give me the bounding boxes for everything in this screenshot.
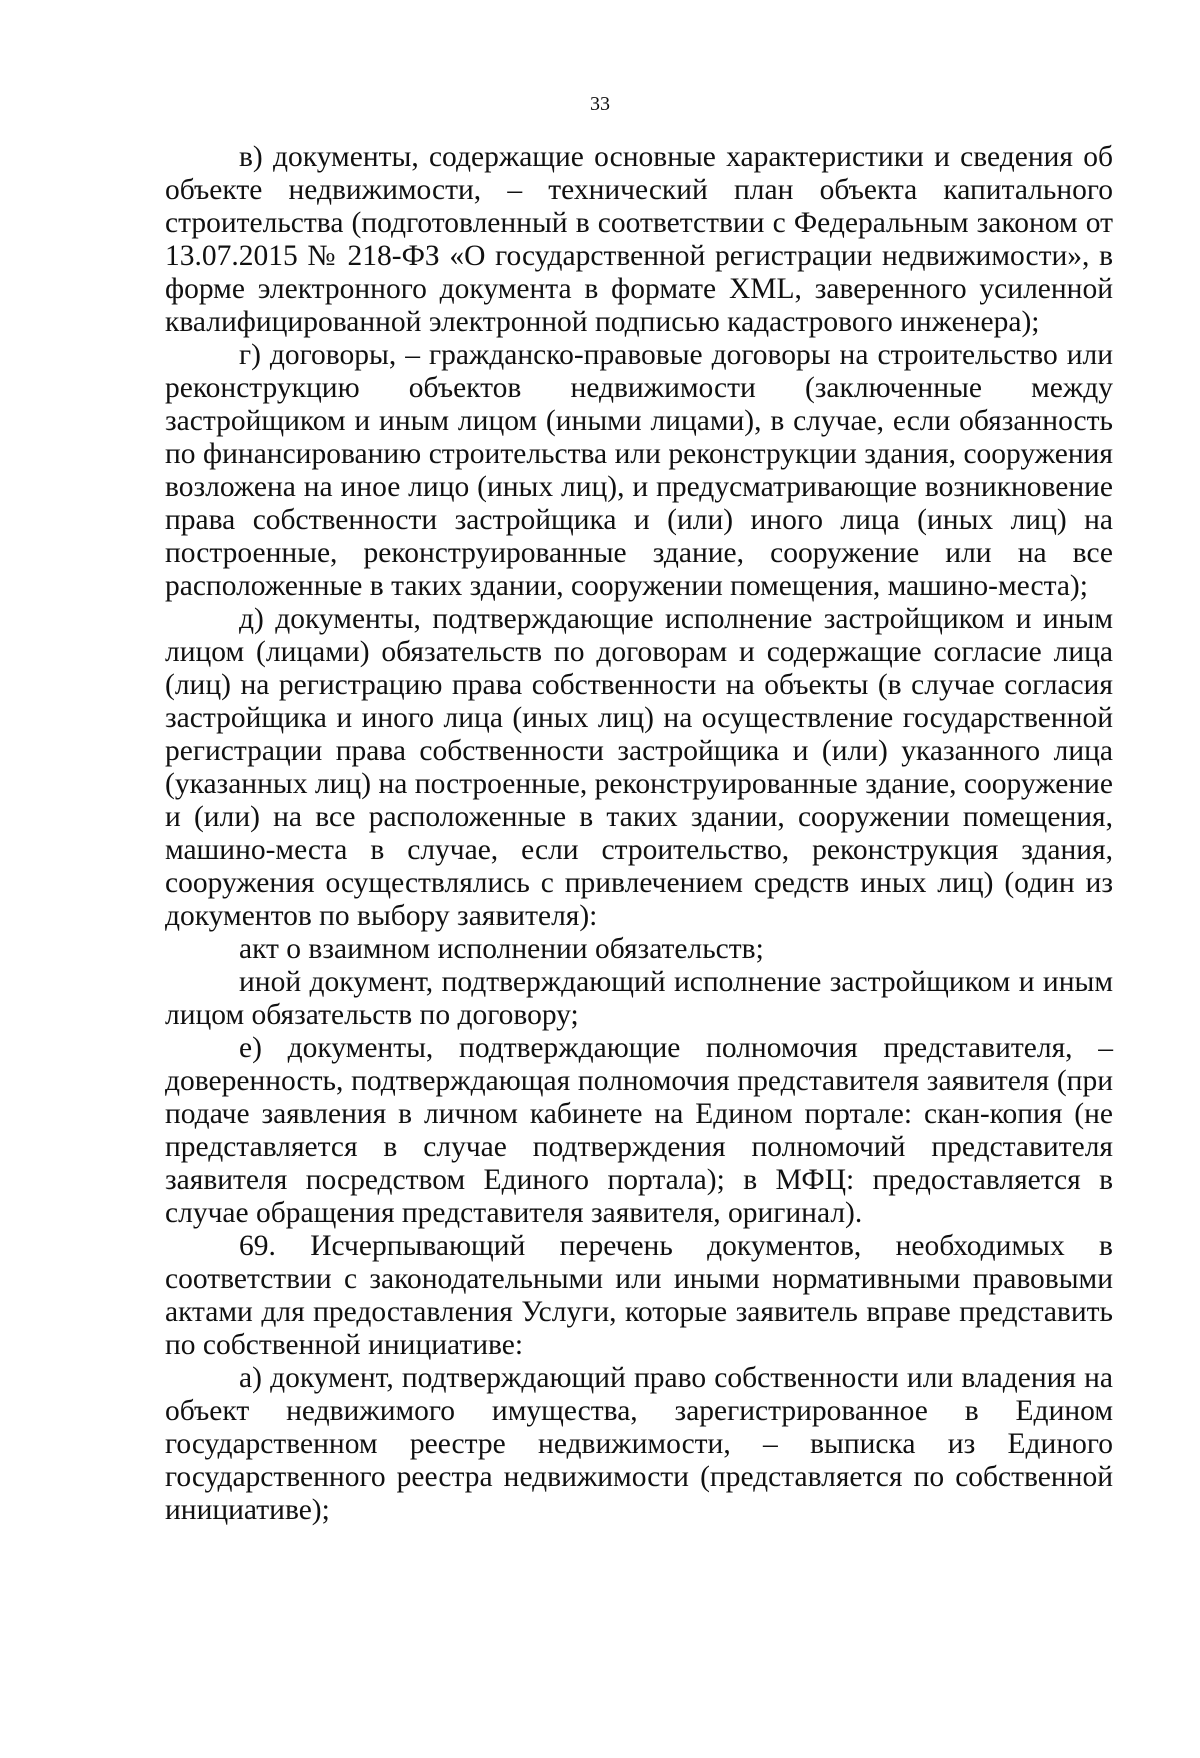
paragraph-other-document: иной документ, подтверждающий исполнение застройщиком и иным лицом обязательств по договору;: [165, 966, 1113, 1031]
paragraph-a-ownership-document: а) документ, подтверждающий право собственности или владения на объект недвижимого имущества, зарегистрированное в Едином государственном реестре недвижимости, – выписка из Единого государственного реестра недвижимости (представляется по собственной инициативе);: [165, 1362, 1113, 1526]
paragraph-d-obligations-documents: д) документы, подтверждающие исполнение застройщиком и иным лицом (лицами) обязательств по договорам и содержащие согласие лица (лиц) на регистрацию права собственности на объекты (в случае согласия застройщика и иного лица (иных лиц) на осуществление государственной регистрации права собственности застройщика и (или) указанного лица (указанных лиц) на построенные, реконструированные здание, сооружение и (или) на все расположенные в таких здании, сооружении помещения, машино-места в случае, если строительство, реконструкция здания, сооружения осуществлялись с привлечением средств иных лиц) (один из документов по выбору заявителя):: [165, 603, 1113, 932]
paragraph-69-optional-documents: 69. Исчерпывающий перечень документов, необходимых в соответствии с законодательными или иными нормативными правовыми актами для предоставления Услуги, которые заявитель вправе представить по собственной инициативе:: [165, 1230, 1113, 1361]
page-number: 33: [590, 93, 610, 115]
paragraph-e-representative-authority: е) документы, подтверждающие полномочия представителя, – доверенность, подтверждающая полномочия представителя заявителя (при подаче заявления в личном кабинете на Едином портале: скан-копия (не представляется в случае подтверждения полномочий представителя заявителя посредством Единого портала); в МФЦ: предоставляется в случае обращения представителя заявителя, оригинал).: [165, 1032, 1113, 1229]
paragraph-v-technical-plan: в) документы, содержащие основные характеристики и сведения об объекте недвижимости, – технический план объекта капитального строительства (подготовленный в соответствии с Федеральным законом от 13.07.2015 № 218-ФЗ «О государственной регистрации недвижимости», в форме электронного документа в формате XML, заверенного усиленной квалифицированной электронной подписью кадастрового инженера);: [165, 141, 1113, 338]
paragraph-g-contracts: г) договоры, – гражданско-правовые договоры на строительство или реконструкцию объектов недвижимости (заключенные между застройщиком и иным лицом (иными лицами), в случае, если обязанность по финансированию строительства или реконструкции здания, сооружения возложена на иное лицо (иных лиц), и предусматривающие возникновение права собственности застройщика и (или) иного лица (иных лиц) на построенные, реконструированные здание, сооружение или на все расположенные в таких здании, сооружении помещения, машино-места);: [165, 339, 1113, 602]
document-body: [165, 141, 1113, 1527]
paragraph-mutual-performance-act: акт о взаимном исполнении обязательств;: [239, 933, 764, 965]
